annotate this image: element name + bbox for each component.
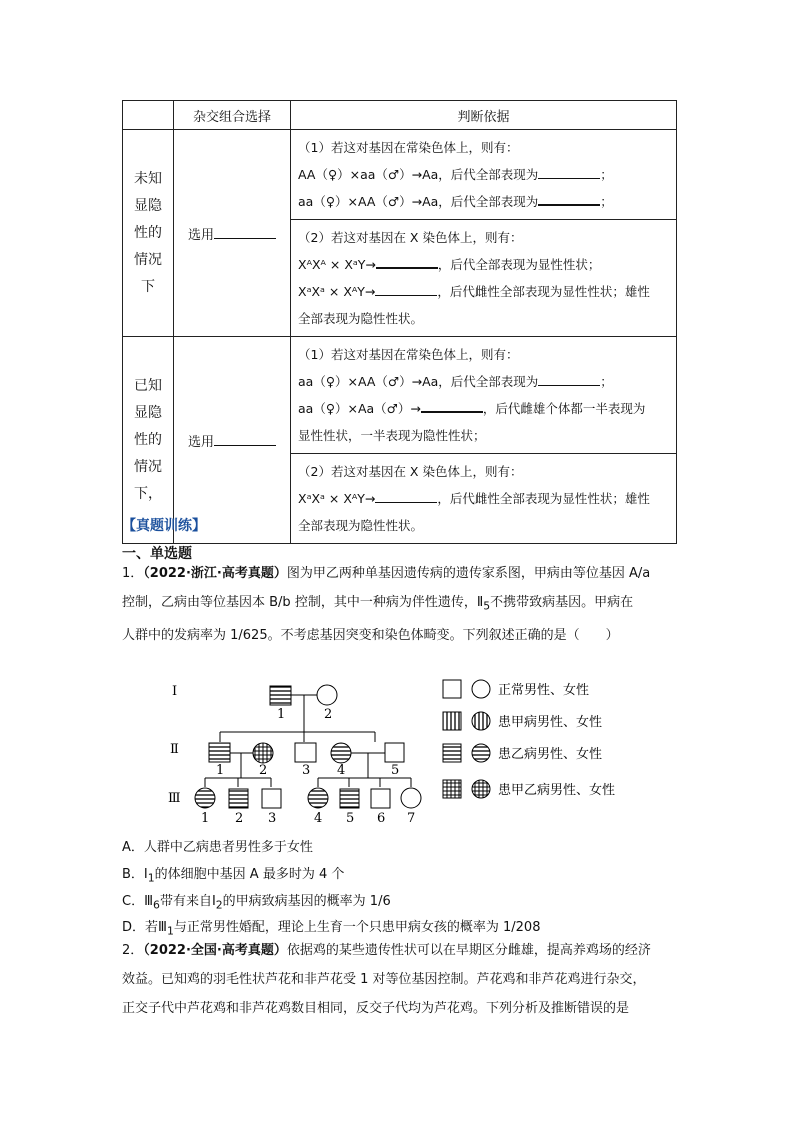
q1-text: 控制，乙病由等位基因本 B/b 控制，其中一种病为伴性遗传，Ⅱ bbox=[122, 595, 484, 610]
answer-blank[interactable] bbox=[214, 224, 276, 239]
gen2-num-1: 1 bbox=[216, 763, 225, 778]
unknown-x-cell bbox=[291, 220, 677, 337]
gen2-male-5-icon bbox=[385, 743, 404, 762]
opt-text: 与正常男性婚配，理论上生育一个只患甲病女孩的概率为 1/208 bbox=[173, 920, 541, 935]
question-2 bbox=[122, 936, 682, 1023]
opt-text: 的体细胞中基因 A 最多时为 4 个 bbox=[154, 867, 345, 882]
q1-text: 不携带致病基因。甲病在 bbox=[490, 595, 634, 610]
known-autosome-cell bbox=[291, 337, 677, 454]
gen3-num-4: 4 bbox=[314, 811, 323, 826]
gen3-num-2: 2 bbox=[235, 811, 244, 826]
cross-text: aa（♀）×AA（♂）→Aa，后代全部表现为 bbox=[298, 374, 539, 389]
table-header-row bbox=[123, 101, 677, 130]
x-line-3: 全部表现为隐性性状。 bbox=[298, 311, 424, 326]
legend-a-male-icon bbox=[443, 712, 461, 730]
gen3-num-1: 1 bbox=[201, 811, 210, 826]
x-line-2: 全部表现为隐性性状。 bbox=[298, 518, 424, 533]
gen-label-2: Ⅱ bbox=[170, 742, 179, 757]
q1-line-2 bbox=[122, 588, 682, 621]
header-cross-choice: 杂交组合选择 bbox=[174, 101, 291, 130]
legend-label-a: 患甲病男性、女性 bbox=[498, 715, 603, 730]
answer-blank[interactable] bbox=[375, 281, 437, 296]
q1-line-1 bbox=[122, 559, 682, 588]
unknown-autosome-cell bbox=[291, 130, 677, 220]
autosome-line-2 bbox=[298, 395, 670, 422]
opt-text: B．Ⅰ bbox=[122, 867, 148, 882]
label-line: 下， bbox=[134, 485, 162, 502]
label-line: 已知 bbox=[134, 377, 162, 394]
q2-number: 2． bbox=[122, 943, 144, 958]
gen3-num-3: 3 bbox=[268, 811, 277, 826]
answer-blank[interactable] bbox=[421, 397, 483, 413]
option-b[interactable] bbox=[122, 863, 344, 885]
label-line: 下 bbox=[141, 278, 155, 295]
legend-label-ab: 患甲乙病男性、女性 bbox=[498, 783, 616, 798]
gen1-num-2: 2 bbox=[324, 707, 333, 722]
label-line: 显隐 bbox=[134, 404, 162, 421]
autosome-line-2 bbox=[298, 188, 670, 215]
subsection-title: 一、单选题 bbox=[122, 546, 192, 562]
opt-text: D．若Ⅲ bbox=[122, 920, 167, 935]
x-line-2 bbox=[298, 278, 670, 305]
autosome-line-3: 显性性状，一半表现为隐性性状； bbox=[298, 428, 486, 443]
answer-blank[interactable] bbox=[376, 253, 438, 269]
known-label bbox=[123, 337, 174, 544]
choose-label: 选用 bbox=[187, 227, 214, 243]
q2-source: （2022·全国·高考真题） bbox=[143, 943, 287, 958]
gen-label-1: Ⅰ bbox=[172, 684, 178, 699]
legend-ab-female-icon bbox=[472, 780, 490, 798]
opt-text: C．Ⅲ bbox=[122, 894, 154, 909]
known-row-1 bbox=[123, 337, 677, 454]
q2-line-2: 效益。已知鸡的羽毛性状芦花和非芦花受 1 对等位基因控制。芦花鸡和非芦花鸡进行杂交， bbox=[122, 972, 646, 987]
option-c[interactable] bbox=[122, 890, 391, 912]
gen1-male-1-icon bbox=[270, 686, 291, 705]
cross-text: ，后代雌性全部表现为显性性状；雄性 bbox=[437, 284, 650, 299]
legend-b-male-icon bbox=[443, 744, 461, 762]
autosome-title: （1）若这对基因在常染色体上，则有： bbox=[298, 347, 519, 362]
gen3-male-3-icon bbox=[262, 789, 281, 808]
q2-text: 依据鸡的某些遗传性状可以在早期区分雌雄，提高养鸡场的经济 bbox=[286, 943, 651, 958]
unknown-label bbox=[123, 130, 174, 337]
autosome-line-1 bbox=[298, 368, 670, 395]
gen3-female-4-icon bbox=[308, 788, 328, 808]
choose-label: 选用 bbox=[187, 434, 214, 450]
punct: ； bbox=[600, 194, 613, 209]
header-basis: 判断依据 bbox=[291, 101, 677, 130]
label-line: 情况 bbox=[134, 458, 162, 475]
label-line: 性的 bbox=[134, 431, 162, 448]
cross-text: AA（♀）×aa（♂）→Aa，后代全部表现为 bbox=[298, 167, 539, 182]
section-title: 【真题训练】 bbox=[122, 518, 206, 534]
label-line: 显隐 bbox=[134, 197, 162, 214]
gen3-male-2-icon bbox=[229, 789, 248, 808]
question-1 bbox=[122, 559, 682, 650]
pedigree-chart bbox=[150, 670, 640, 830]
gen2-male-1-icon bbox=[209, 743, 230, 762]
gen2-male-3-icon bbox=[295, 743, 316, 762]
punct: ； bbox=[600, 167, 613, 182]
option-a[interactable]: A．人群中乙病患者男性多于女性 bbox=[122, 840, 313, 855]
label-line: 性的 bbox=[134, 224, 162, 241]
opt-sub: 1 bbox=[147, 871, 155, 885]
legend-label-normal: 正常男性、女性 bbox=[498, 683, 590, 698]
x-title: （2）若这对基因在 X 染色体上，则有： bbox=[298, 230, 523, 245]
header-empty bbox=[123, 101, 174, 130]
x-line-1 bbox=[298, 251, 670, 278]
cross-text: aa（♀）×AA（♂）→Aa，后代全部表现为 bbox=[298, 194, 539, 209]
gen3-num-7: 7 bbox=[407, 811, 416, 826]
gen3-male-5-icon bbox=[340, 789, 359, 808]
gen2-num-5: 5 bbox=[391, 763, 400, 778]
legend-normal-male-icon bbox=[443, 680, 461, 698]
legend-ab-male-icon bbox=[443, 780, 461, 798]
known-choose-cell bbox=[174, 337, 291, 544]
x-line-1 bbox=[298, 485, 670, 512]
opt-text: 带有来自Ⅰ bbox=[159, 894, 216, 909]
punct: ； bbox=[600, 374, 613, 389]
cross-text: ，后代全部表现为显性性状； bbox=[437, 257, 601, 272]
q1-sub: 5 bbox=[483, 599, 491, 613]
gen3-num-6: 6 bbox=[377, 811, 386, 826]
known-x-cell bbox=[291, 454, 677, 544]
gen2-female-2-icon bbox=[253, 743, 273, 763]
autosome-line-1 bbox=[298, 161, 670, 188]
q1-source: （2022·浙江·高考真题） bbox=[143, 566, 287, 581]
label-line: 未知 bbox=[134, 170, 162, 187]
q1-line-3: 人群中的发病率为 1/625。不考虑基因突变和染色体畸变。下列叙述正确的是（ ） bbox=[122, 627, 619, 643]
autosome-title: （1）若这对基因在常染色体上，则有： bbox=[298, 140, 519, 155]
gen1-num-1: 1 bbox=[277, 707, 286, 722]
gen2-num-4: 4 bbox=[337, 763, 346, 778]
unknown-row-1 bbox=[123, 130, 677, 220]
legend-a-female-icon bbox=[472, 712, 490, 730]
gen2-num-3: 3 bbox=[302, 763, 311, 778]
gen1-female-2-icon bbox=[317, 685, 337, 705]
answer-blank[interactable] bbox=[538, 164, 600, 179]
answer-blank[interactable] bbox=[538, 371, 600, 386]
answer-blank[interactable] bbox=[375, 488, 437, 503]
q2-line-3: 正交子代中芦花鸡和非芦花鸡数目相同，反交子代均为芦花鸡。下列分析及推断错误的是 bbox=[122, 1001, 630, 1016]
cross-text: ，后代雌雄个体都一半表现为 bbox=[482, 401, 646, 416]
gen2-female-4-icon bbox=[331, 743, 351, 763]
opt-text: 的甲病致病基因的概率为 1/6 bbox=[222, 894, 391, 909]
legend-normal-female-icon bbox=[472, 680, 490, 698]
hybrid-selection-table bbox=[122, 100, 677, 544]
legend-label-b: 患乙病男性、女性 bbox=[498, 747, 603, 762]
opt-sub: 2 bbox=[215, 898, 223, 912]
unknown-choose-cell bbox=[174, 130, 291, 337]
cross-text: ，后代雌性全部表现为显性性状；雄性 bbox=[437, 491, 650, 506]
gen3-male-6-icon bbox=[371, 789, 390, 808]
cross-text: XᵃXᵃ × XᴬY→ bbox=[298, 491, 376, 506]
opt-sub: 1 bbox=[166, 924, 174, 938]
opt-sub: 6 bbox=[153, 898, 160, 912]
answer-blank[interactable] bbox=[214, 431, 276, 446]
gen2-num-2: 2 bbox=[259, 763, 268, 778]
gen3-female-7-icon bbox=[401, 788, 421, 808]
cross-text: XᵃXᵃ × XᴬY→ bbox=[298, 284, 376, 299]
gen-label-3: Ⅲ bbox=[168, 791, 181, 806]
q1-text: 图为甲乙两种单基因遗传病的遗传家系图，甲病由等位基因 A/a bbox=[286, 566, 651, 581]
gen3-num-5: 5 bbox=[346, 811, 355, 826]
answer-blank[interactable] bbox=[538, 190, 600, 206]
gen3-female-1-icon bbox=[195, 788, 215, 808]
x-title: （2）若这对基因在 X 染色体上，则有： bbox=[298, 464, 523, 479]
legend-b-female-icon bbox=[472, 744, 490, 762]
q2-line-1 bbox=[122, 936, 682, 965]
option-d[interactable] bbox=[122, 916, 540, 938]
cross-text: aa（♀）×Aa（♂）→ bbox=[298, 401, 421, 416]
cross-text: XᴬXᴬ × XᵃY→ bbox=[298, 257, 376, 272]
label-line: 情况 bbox=[134, 251, 162, 268]
q1-number: 1． bbox=[122, 566, 144, 581]
